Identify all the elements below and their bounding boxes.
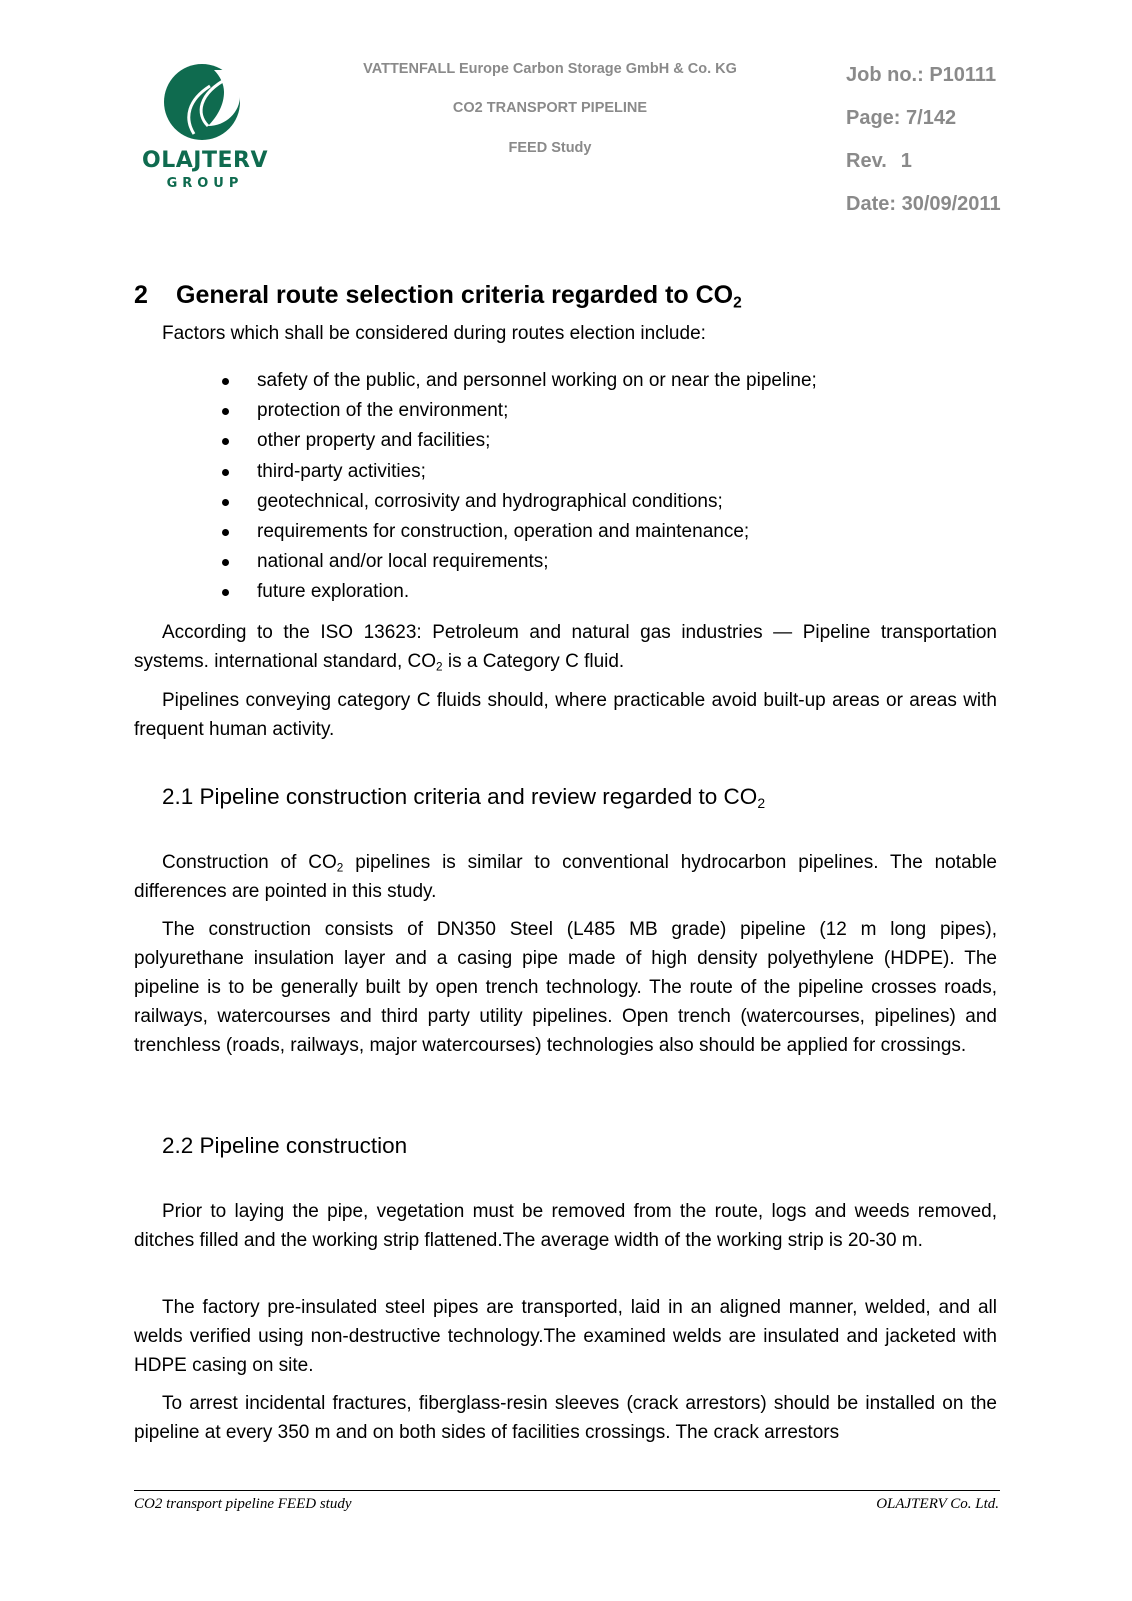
subscript: 2 (733, 294, 742, 312)
header-page-value: 7/142 (906, 107, 957, 129)
section-2-intro: Factors which shall be considered during routes election include: (162, 323, 706, 344)
list-item: future exploration. (222, 577, 817, 607)
list-item: protection of the environment; (222, 396, 817, 426)
section-2-1-heading: 2.1 Pipeline construction criteria and review regarded to $CO_2$ (162, 784, 766, 811)
header-rev-value: 1 (900, 150, 912, 172)
footer-document-title: CO2 transport pipeline FEED study (134, 1496, 352, 1512)
subscript: 2 (757, 794, 766, 811)
crack-arrestor-paragraph: To arrest incidental fractures, fiberglass-resin sleeves (crack arrestors) should be installed on the pipeline at every 350 m and on both sides of facilities crossings. The crack arrestors (134, 1393, 997, 1443)
section-2-heading (134, 281, 742, 310)
section-title: General route selection criteria regarded to CO (176, 281, 734, 309)
pipe-laying-paragraph: The factory pre-insulated steel pipes are transported, laid in an aligned manner, welded, and all welds verified using non-destructive technology.The examined welds are insulated and jacketed with HDPE casing on site. (134, 1297, 997, 1376)
olajterv-logo (140, 64, 270, 194)
footer-divider (134, 1490, 1000, 1491)
logo-wordmark: OLAJTERV (142, 148, 268, 173)
construction-details-paragraph: The construction consists of DN350 Steel (L485 MB grade) pipeline (12 m long pipes), polyurethane insulation layer and a casing pipe made of high density polyethylene (HDPE). The pipeline is to be generally built by open trench technology. The route of the pipeline crosses roads, railways, watercourses and third party utility pipelines. Open trench (watercourses, pipelines) and trenchless (roads, railways, major watercourses) technologies also should be applied for crossings. (134, 919, 997, 1056)
footer-company: OLAJTERV Co. Ltd. (876, 1496, 999, 1512)
bullet-icon (222, 559, 229, 566)
construction-intro-paragraph: Construction of $CO_2$ pipelines is similar to conventional hydrocarbon pipelines. The notable differences are pointed in this study. (134, 852, 997, 902)
bullet-icon (222, 589, 229, 596)
header-page (846, 107, 956, 130)
list-item: third-party activities; (222, 457, 817, 487)
header-revision (846, 150, 912, 173)
section-number: 2 (134, 281, 148, 309)
logo-group-label: GROUP (166, 176, 244, 191)
bullet-icon (222, 378, 229, 385)
header-company: VATTENFALL Europe Carbon Storage GmbH & Co. KG (363, 61, 737, 77)
list-item: national and/or local requirements; (222, 547, 817, 577)
list-item: geotechnical, corrosivity and hydrographical conditions; (222, 487, 817, 517)
bullet-icon (222, 469, 229, 476)
subscript: 2 (436, 660, 443, 674)
list-item: safety of the public, and personnel working on or near the pipeline; (222, 366, 817, 396)
list-item: requirements for construction, operation and maintenance; (222, 517, 817, 547)
header-date: Date: 30/09/2011 (846, 193, 1001, 215)
header-rev-label: Rev. (846, 150, 887, 172)
subscript: 2 (336, 861, 344, 875)
header-study: FEED Study (508, 140, 592, 156)
bullet-icon (222, 408, 229, 415)
bullet-icon (222, 499, 229, 506)
category-c-paragraph: Pipelines conveying category C fluids should, where practicable avoid built-up areas or areas with frequent human activity. (134, 690, 997, 740)
list-item: other property and facilities; (222, 426, 817, 456)
section-2-2-heading: 2.2 Pipeline construction (162, 1133, 408, 1158)
header-project: CO2 TRANSPORT PIPELINE (452, 100, 648, 116)
site-preparation-paragraph: Prior to laying the pipe, vegetation must be removed from the route, logs and weeds removed, ditches filled and the working strip flattened.The average width of the working strip is 20-30 m. (134, 1201, 997, 1251)
header-page-label: Page: (846, 107, 901, 129)
criteria-list (222, 366, 817, 608)
bullet-icon (222, 529, 229, 536)
olajterv-leaf-icon (140, 64, 270, 144)
iso-paragraph: According to the ISO 13623: Petroleum and natural gas industries — Pipeline transportation systems. international standard, $CO_2$ is a Category C fluid. (134, 622, 997, 674)
bullet-icon (222, 438, 229, 445)
header-job-number: Job no.: P10111 (846, 64, 997, 86)
